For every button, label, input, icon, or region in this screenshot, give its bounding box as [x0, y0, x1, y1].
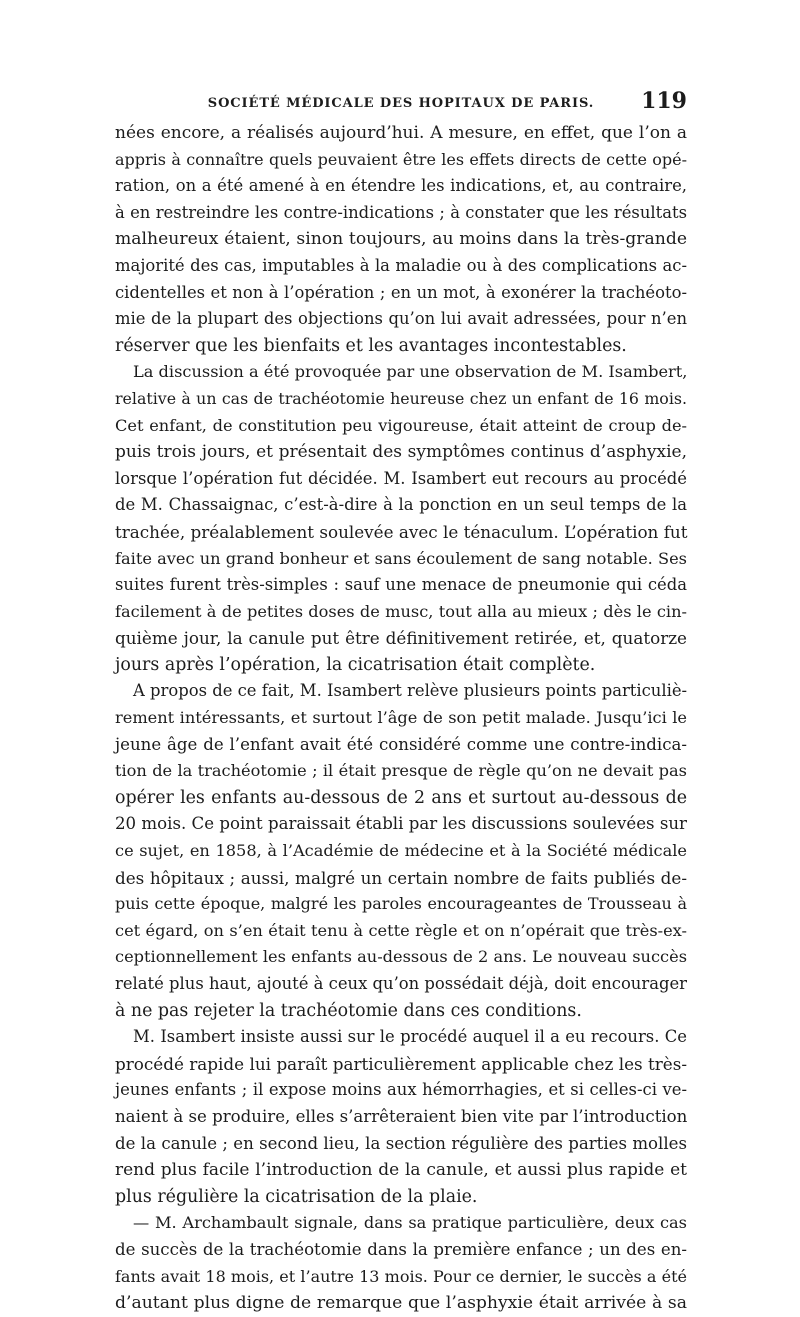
text-line: jours après l’opération, la cicatrisation était complète. [115, 654, 596, 675]
text-line: naient à se produire, elles s’arrêteraient bien vite par l’introduction [115, 1106, 688, 1126]
text-line: ce sujet, en 1858, à l’Académie de médecine et à la Société médicale [115, 841, 687, 861]
text-line: rement intéressants, et surtout l’âge de son petit malade. Jusqu’ici le [115, 708, 687, 728]
text-line: ceptionnellement les enfants au-dessous de 2 ans. Le nouveau succès [115, 947, 687, 967]
text-line: Cet enfant, de constitution peu vigoureuse, était atteint de croup de- [115, 415, 687, 435]
text-line: La discussion a été provoquée par une observation de M. Isambert, [133, 362, 688, 382]
text-line: malheureux étaient, sinon toujours, au moins dans la très-grande [115, 229, 687, 250]
text-line: des hôpitaux ; aussi, malgré un certain nombre de faits publiés de- [115, 867, 687, 888]
text-line: majorité des cas, imputables à la maladie ou à des complications ac- [115, 255, 687, 275]
text-line: ration, on a été amené à en étendre les indications, et, au contraire, [115, 176, 687, 196]
text-line: de la canule ; en second lieu, la section régulière des parties molles [115, 1133, 687, 1153]
text-line: opérer les enfants au-dessous de 2 ans et surtout au-dessous de [115, 787, 687, 808]
text-line: tion de la trachéotomie ; il était presque de règle qu’on ne devait pas [115, 761, 687, 781]
text-line: puis cette époque, malgré les paroles encourageantes de Trousseau à [115, 894, 687, 914]
text-line: plus régulière la cicatrisation de la plaie. [115, 1186, 478, 1207]
running-head [115, 86, 687, 120]
text-line: mie de la plupart des objections qu’on lui avait adressées, pour n’en [115, 309, 687, 329]
text-line: de succès de la trachéotomie dans la première enfance ; un des en- [115, 1239, 687, 1259]
text-line: M. Isambert insiste aussi sur le procédé auquel il a eu recours. Ce [133, 1027, 687, 1047]
text-line: cet égard, on s’en était tenu à cette règle et on n’opérait que très-ex- [115, 920, 687, 940]
text-line: de M. Chassaignac, c’est-à-dire à la ponction en un seul temps de la [115, 495, 687, 515]
running-title: SOCIÉTÉ MÉDICALE DES HOPITAUX DE PARIS. [207, 96, 595, 111]
text-line: trachée, préalablement soulevée avec le ténaculum. L’opération fut [115, 521, 688, 542]
text-line: jeune âge de l’enfant avait été considéré comme une contre-indica- [115, 734, 687, 754]
page-number: 119 [641, 88, 687, 114]
text-line: — M. Archambault signale, dans sa pratique particulière, deux cas [133, 1213, 687, 1233]
text-line: réserver que les bienfaits et les avantages incontestables. [115, 335, 627, 356]
text-line: cidentelles et non à l’opération ; en un mot, à exonérer la trachéoto- [115, 282, 687, 302]
text-line: d’autant plus digne de remarque que l’asphyxie était arrivée à sa [115, 1293, 687, 1314]
text-line: à en restreindre les contre-indications ; à constater que les résultats [115, 202, 687, 222]
text-line: relative à un cas de trachéotomie heureuse chez un enfant de 16 mois. [115, 388, 687, 408]
text-line: suites furent très-simples : sauf une menace de pneumonie qui céda [115, 575, 687, 595]
text-line: nées encore, a réalisés aujourd’hui. A mesure, en effet, que l’on a [115, 123, 687, 143]
text-line: puis trois jours, et présentait des symptômes continus d’asphyxie, [115, 442, 687, 463]
text-line: fants avait 18 mois, et l’autre 13 mois. Pour ce dernier, le succès a été [115, 1266, 687, 1286]
text-line: faite avec un grand bonheur et sans écoulement de sang notable. Ses [115, 548, 687, 568]
text-line: procédé rapide lui paraît particulièrement applicable chez les très- [115, 1053, 687, 1074]
text-line: relaté plus haut, ajouté à ceux qu’on possédait déjà, doit encourager [115, 974, 687, 993]
body-text [115, 120, 687, 1317]
text-line: lorsque l’opération fut décidée. M. Isambert eut recours au procédé [115, 468, 687, 488]
text-line: jeunes enfants ; il expose moins aux hémorrhagies, et si celles-ci ve- [115, 1080, 687, 1100]
text-line: A propos de ce fait, M. Isambert relève plusieurs points particuliè- [133, 681, 688, 701]
text-line: facilement à de petites doses de musc, tout alla au mieux ; dès le cin- [115, 601, 687, 621]
text-line: quième jour, la canule put être définitivement retirée, et, quatorze [115, 628, 687, 649]
text-line: 20 mois. Ce point paraissait établi par les discussions soulevées sur [115, 814, 687, 834]
text-line: rend plus facile l’introduction de la canule, et aussi plus rapide et [115, 1160, 687, 1181]
text-line: appris à connaître quels peuvaient être les effets directs de cette opé- [115, 149, 687, 169]
text-line: à ne pas rejeter la trachéotomie dans ces conditions. [115, 1000, 582, 1021]
